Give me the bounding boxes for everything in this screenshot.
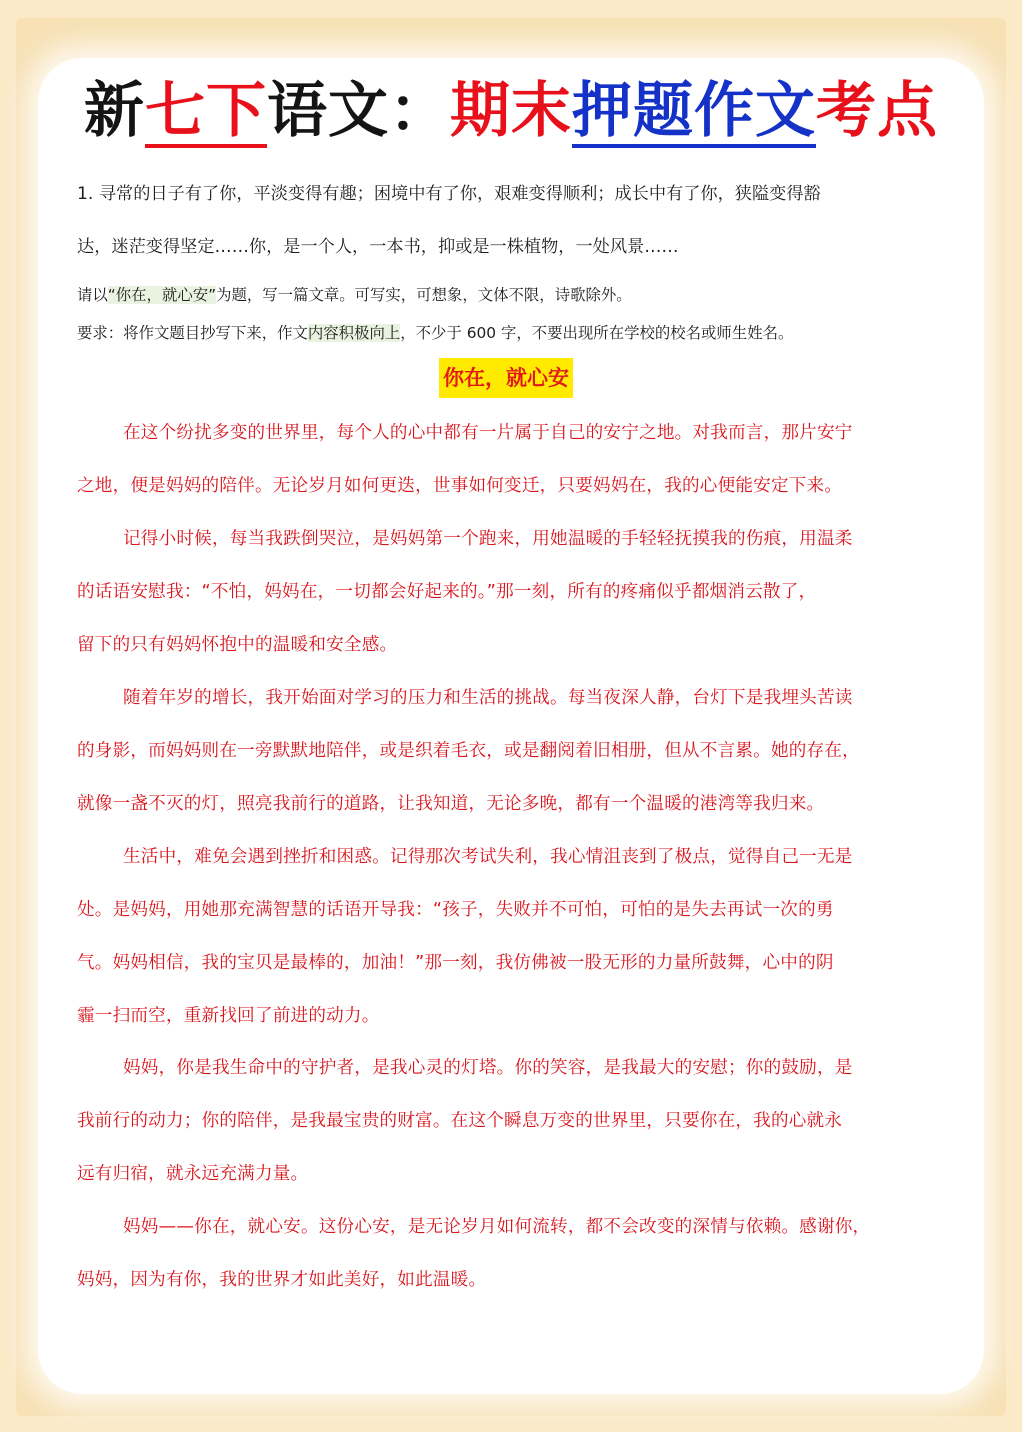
prompt-line-4-pre: 要求：将作文题目抄写下来，作文: [77, 324, 308, 342]
prompt-requirement-highlight: 内容积极向上: [307, 324, 401, 342]
page-title: [0, 70, 1022, 152]
prompt-line-4-post: ，不少于 600 字，不要出现所在学校的校名或师生姓名。: [400, 324, 794, 342]
essay-line: 记得小时候，每当我跌倒哭泣，是妈妈第一个跑来，用她温暖的手轻轻抚摸我的伤痕，用温柔: [123, 529, 853, 549]
essay-line: 妈妈，你是我生命中的守护者，是我心灵的灯塔。你的笑容，是我最大的安慰；你的鼓励，是: [123, 1058, 853, 1078]
essay-title: 你在，就心安: [439, 358, 573, 398]
essay-line: 就像一盏不灭的灯，照亮我前行的道路，让我知道，无论多晚，都有一个温暖的港湾等我归来。: [77, 794, 825, 814]
essay-line: 我前行的动力；你的陪伴，是我最宝贵的财富。在这个瞬息万变的世界里，只要你在，我的心就永: [77, 1111, 843, 1131]
essay-line: 妈妈，因为有你，我的世界才如此美好，如此温暖。: [77, 1270, 487, 1290]
prompt-topic: “你在，就心安”: [107, 286, 217, 304]
essay-line: 气。妈妈相信，我的宝贝是最棒的，加油！”那一刻，我仿佛被一股无形的力量所鼓舞，心中的阴: [77, 953, 834, 973]
essay-line: 在这个纷扰多变的世界里，每个人的心中都有一片属于自己的安宁之地。对我而言，那片安宁: [123, 423, 853, 443]
title-part-3: 语文：: [267, 76, 450, 146]
prompt-line-2: 达，迷茫变得坚定……你，是一个人，一本书，抑或是一株植物，一处风景……: [77, 237, 679, 257]
essay-line: 之地，便是妈妈的陪伴。无论岁月如何更迭，世事如何变迁，只要妈妈在，我的心便能安定下来。: [77, 476, 843, 496]
essay-paragraph-5: [77, 1042, 947, 1201]
essay-line: 留下的只有妈妈怀抱中的温暖和安全感。: [77, 635, 398, 655]
essay-paragraph-6: [77, 1201, 947, 1307]
prompt-line-3-post: 为题，写一篇文章。可写实，可想象，文体不限，诗歌除外。: [216, 286, 632, 304]
essay-line: 的身影，而妈妈则在一旁默默地陪伴，或是织着毛衣，或是翻阅着旧相册，但从不言累。她的存在，: [77, 741, 860, 761]
title-part-1: 新: [84, 76, 145, 146]
title-part-6: 考点: [816, 76, 938, 146]
essay-paragraph-2: [77, 513, 947, 672]
essay-line: 霾一扫而空，重新找回了前进的动力。: [77, 1006, 380, 1026]
prompt-line-1: 1. 寻常的日子有了你，平淡变得有趣；困境中有了你，艰难变得顺利；成长中有了你，狭隘变得豁: [77, 184, 821, 204]
essay-paragraph-1: [77, 407, 947, 513]
essay-line: 妈妈——你在，就心安。这份心安，是无论岁月如何流转，都不会改变的深情与依赖。感谢你，: [123, 1217, 871, 1237]
essay-line: 生活中，难免会遇到挫折和困惑。记得那次考试失利，我心情沮丧到了极点，觉得自己一无是: [123, 847, 853, 867]
prompt-line-3-pre: 请以: [77, 286, 108, 304]
prompt-line-4: [77, 322, 957, 344]
essay-paragraph-4: [77, 831, 947, 1043]
title-part-4: 期末: [450, 76, 572, 146]
essay-line: 远有归宿，就永远充满力量。: [77, 1164, 309, 1184]
prompt-line-3: [77, 284, 957, 306]
essay-line: 随着年岁的增长，我开始面对学习的压力和生活的挑战。每当夜深人静，台灯下是我埋头苦读: [123, 688, 853, 708]
title-part-2: 七下: [145, 76, 267, 146]
title-part-5: 押题作文: [572, 76, 816, 146]
essay-paragraph-3: [77, 672, 947, 831]
essay-line: 处。是妈妈，用她那充满智慧的话语开导我：“孩子，失败并不可怕，可怕的是失去再试一次的勇: [77, 900, 834, 920]
essay-line: 的话语安慰我：“不怕，妈妈在，一切都会好起来的。”那一刻，所有的疼痛似乎都烟消云散了，: [77, 582, 817, 602]
